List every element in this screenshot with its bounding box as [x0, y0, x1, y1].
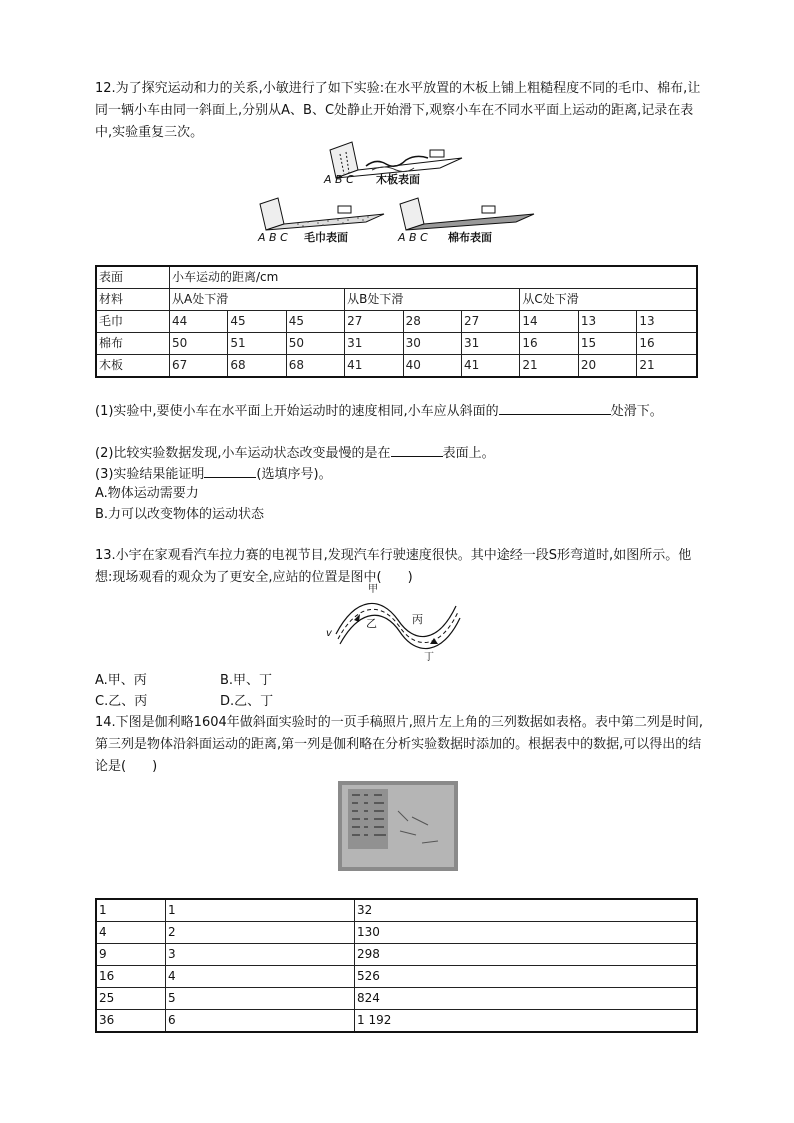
q12-sub1-text-b: 处滑下。 — [610, 404, 663, 419]
table-cell: 4 — [96, 922, 166, 944]
table-cell: 50 — [286, 333, 344, 355]
table-row — [96, 289, 697, 311]
table-cell: 从C处下滑 — [520, 289, 697, 311]
table-cell: 41 — [345, 355, 403, 378]
galileo-manuscript-photo — [338, 781, 458, 871]
q14-stem: 14.下图是伽利略1604年做斜面实验时的一页手稿照片,照片左上角的三列数据如表格。表中第二列是时间,第三列是物体沿斜面运动的距离,第一列是伽利略在分析实验数据时添加的。根据表中的数据,可以得出的结论是( ) — [95, 715, 704, 774]
q13-label-yi: 乙 — [366, 617, 377, 630]
q12-sub2-text-a: (2)比较实验数据发现,小车运动状态改变最慢的是在 — [95, 446, 391, 461]
q12-towel-label: 毛巾表面 — [304, 231, 348, 244]
q13-option-b[interactable]: B.甲、丁 — [220, 673, 273, 688]
table-cell: 1 — [96, 899, 166, 922]
q12-abc-label-1: A B C — [324, 173, 354, 186]
q12-option-b[interactable]: B.力可以改变物体的运动状态 — [95, 507, 265, 522]
table-row — [96, 966, 697, 988]
table-cell: 130 — [355, 922, 698, 944]
q13-option-a[interactable]: A.甲、丙 — [95, 673, 147, 688]
table-cell: 9 — [96, 944, 166, 966]
q12-sub3 — [95, 463, 332, 485]
table-cell: 21 — [520, 355, 579, 378]
q12-data-table — [95, 265, 698, 378]
table-row — [96, 333, 697, 355]
table-cell: 13 — [578, 311, 637, 333]
table-row — [96, 922, 697, 944]
table-row — [96, 1010, 697, 1033]
q12-abc-label-3: A B C — [398, 231, 428, 244]
table-cell: 45 — [228, 311, 286, 333]
table-cell: 16 — [96, 966, 166, 988]
table-cell: 27 — [345, 311, 403, 333]
table-row — [96, 355, 697, 378]
table-row — [96, 899, 697, 922]
table-cell: 68 — [286, 355, 344, 378]
table-cell: 5 — [166, 988, 355, 1010]
table-row — [96, 944, 697, 966]
table-cell: 32 — [355, 899, 698, 922]
table-cell: 45 — [286, 311, 344, 333]
table-cell: 67 — [170, 355, 228, 378]
table-cell: 从A处下滑 — [170, 289, 345, 311]
table-cell: 298 — [355, 944, 698, 966]
table-cell: 68 — [228, 355, 286, 378]
table-cell: 4 — [166, 966, 355, 988]
table-cell: 27 — [461, 311, 519, 333]
table-cell: 棉布 — [96, 333, 170, 355]
table-cell: 2 — [166, 922, 355, 944]
table-cell: 16 — [520, 333, 579, 355]
q12-sub2-text-b: 表面上。 — [442, 446, 495, 461]
q12-sub1-blank[interactable] — [499, 400, 611, 415]
q12-stem: 12.为了探究运动和力的关系,小敏进行了如下实验:在水平放置的木板上铺上粗糙程度不同的毛巾、棉布,让同一辆小车由同一斜面上,分别从A、B、C处静止开始滑下,观察小车在不同水平面上运动的距离,记录在表中,实验重复三次。 — [95, 81, 701, 140]
table-cell: 1 — [166, 899, 355, 922]
q13-s-curve-figure — [326, 586, 466, 666]
table-cell: 31 — [461, 333, 519, 355]
q12-sub3-text-a: (3)实验结果能证明 — [95, 467, 205, 482]
q12-cotton-label: 棉布表面 — [448, 231, 492, 244]
table-cell: 526 — [355, 966, 698, 988]
table-cell: 21 — [637, 355, 697, 378]
table-cell: 材料 — [96, 289, 170, 311]
table-row — [96, 988, 697, 1010]
table-cell: 30 — [403, 333, 461, 355]
table-cell: 15 — [578, 333, 637, 355]
table-cell: 44 — [170, 311, 228, 333]
q12-abc-label-2: A B C — [258, 231, 288, 244]
table-cell: 50 — [170, 333, 228, 355]
q13-option-c[interactable]: C.乙、丙 — [95, 694, 148, 709]
table-cell: 36 — [96, 1010, 166, 1033]
q13-label-v: v — [326, 628, 332, 639]
q12-sub2-blank[interactable] — [391, 442, 443, 457]
table-cell: 6 — [166, 1010, 355, 1033]
table-cell: 从B处下滑 — [345, 289, 520, 311]
q13-label-jia: 甲 — [368, 584, 378, 595]
table-cell: 25 — [96, 988, 166, 1010]
table-cell: 14 — [520, 311, 579, 333]
q12-sub3-blank[interactable] — [204, 463, 256, 478]
q12-sub2 — [95, 442, 495, 464]
table-cell: 31 — [345, 333, 403, 355]
table-cell: 20 — [578, 355, 637, 378]
table-cell: 28 — [403, 311, 461, 333]
table-cell: 3 — [166, 944, 355, 966]
table-cell: 小车运动的距离/cm — [170, 266, 698, 289]
table-cell: 40 — [403, 355, 461, 378]
table-cell: 表面 — [96, 266, 170, 289]
q13-option-d[interactable]: D.乙、丁 — [220, 694, 274, 709]
q12-sub1 — [95, 400, 663, 422]
q13-label-bing: 丙 — [412, 613, 423, 626]
table-cell: 41 — [461, 355, 519, 378]
q12-option-a[interactable]: A.物体运动需要力 — [95, 486, 199, 501]
q13-label-ding: 丁 — [424, 652, 434, 663]
table-row — [96, 311, 697, 333]
table-cell: 1 192 — [355, 1010, 698, 1033]
table-cell: 毛巾 — [96, 311, 170, 333]
q13-stem: 13.小宇在家观看汽车拉力赛的电视节目,发现汽车行驶速度很快。其中途经一段S形弯道时,如图所示。他想:现场观看的观众为了更安全,应站的位置是图中( ) — [95, 548, 692, 585]
table-cell: 16 — [637, 333, 697, 355]
q12-board-label: 木板表面 — [376, 173, 420, 186]
table-row — [96, 266, 697, 289]
table-cell: 木板 — [96, 355, 170, 378]
q12-sub3-text-b: (选填序号)。 — [256, 467, 332, 482]
table-cell: 13 — [637, 311, 697, 333]
table-cell: 51 — [228, 333, 286, 355]
table-cell: 824 — [355, 988, 698, 1010]
q14-data-table — [95, 898, 698, 1033]
q12-sub1-text-a: (1)实验中,要使小车在水平面上开始运动时的速度相同,小车应从斜面的 — [95, 404, 499, 419]
